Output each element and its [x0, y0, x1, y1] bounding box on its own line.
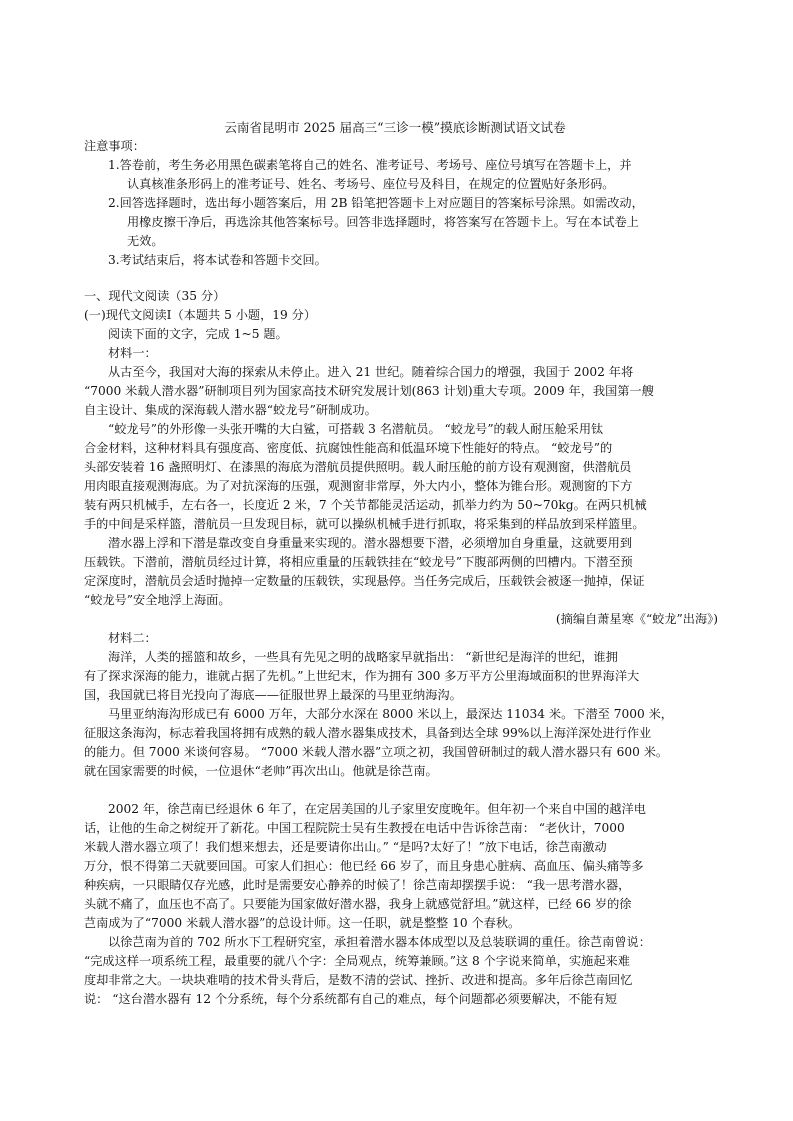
paragraph-line: 芑南成为了“7000 米载人潜水器”的总设计师。这一任职，就是整整 10 个春秋。 [84, 916, 521, 930]
source-citation: (摘编自萧星寒《“蛟龙”出海》) [555, 612, 718, 626]
paragraph-line: “7000 米载人潜水器”研制项目列为国家高技术研究发展计划(863 计划)重大专项。2009 年，我国第一艘 [84, 384, 654, 398]
exam-title: 云南省昆明市 2025 届高三“三诊一模”摸底诊断测试语文试卷 [224, 120, 566, 135]
paragraph-line: 度却非常之大。一块块难啃的技术骨头背后，是数不清的尝试、挫折、改进和提高。多年后徐芑南回忆 [84, 973, 633, 987]
paragraph-line: 头部安装着 16 盏照明灯、在漆黑的海底为潜航员提供照明。载人耐压舱的前方设有观测窗，供潜航员 [84, 460, 632, 474]
notice-item: 3.考试结束后，将本试卷和答题卡交回。 [108, 253, 327, 267]
paragraph-line: “完成这样一项系统工程，最重要的就八个字：全局观点，统筹兼顾。”这 8 个字说来简单，实施起来难 [84, 954, 630, 968]
section-heading: 一、现代文阅读（35 分） [84, 289, 226, 303]
notice-heading: 注意事项： [84, 139, 145, 153]
notice-item: 2.回答选择题时，选出每小题答案后，用 2B 铅笔把答题卡上对应题目的答案标号涂黑。如需改动， [108, 196, 644, 210]
paragraph-line: 合金材料，这种材料具有强度高、密度低、抗腐蚀性能高和低温环境下性能好的特点。 “蛟龙号”的 [84, 441, 613, 455]
notice-item: 无效。 [127, 234, 164, 248]
paragraph-line: 用肉眼直接观测海底。为了对抗深海的压强，观测窗非常厚，外大内小，整体为锥台形。观测窗的下方 [84, 479, 633, 493]
paragraph-line: “蛟龙号”的外形像一头张开嘴的大白鲨，可搭载 3 名潜航员。 “蛟龙号”的载人耐压舱采用钛 [108, 422, 604, 436]
paragraph-line: 征服这条海沟，标志着我国将拥有成熟的载人潜水器集成技术，具备到达全球 99%以上海洋深处进行作业 [84, 726, 652, 740]
reading-instruction: 阅读下面的文字，完成 1~5 题。 [108, 327, 288, 341]
paragraph-line: 海洋，人类的摇篮和故乡，一些具有先见之明的战略家早就指出： “新世纪是海洋的世纪，谁拥 [108, 650, 618, 664]
paragraph-line: 有了探求深海的能力，谁就占据了先机。”上世纪末，作为拥有 300 多万平方公里海域面积的世界海洋大 [84, 669, 640, 683]
paragraph-line: 手的中间是采样篮，潜航员一旦发现目标，就可以操纵机械手进行抓取，将采集到的样品放到采样篮里。 [84, 517, 645, 531]
paragraph-line: 从古至今，我国对大海的探索从未停止。进入 21 世纪。随着综合国力的增强，我国于 2002 年将 [108, 365, 634, 379]
paragraph-line: “蛟龙号”安全地浮上海面。 [84, 593, 231, 607]
paragraph-line: 定深度时，潜航员会适时抛掉一定数量的压载铁，实现悬停。当任务完成后，压载铁会被逐一抛掉，保证 [84, 574, 645, 588]
paragraph-line: 说： “这台潜水器有 12 个分系统，每个分系统都有自己的难点，每个问题都必须要解决，不能有短 [84, 992, 618, 1006]
paragraph-line: 自主设计、集成的深海载人潜水器“蛟龙号”研制成功。 [84, 403, 377, 417]
paragraph-line: 就在国家需要的时候，一位退休“老帅”再次出山。他就是徐芑南。 [84, 764, 438, 778]
paragraph-line: 压载铁。下潜前，潜航员经过计算，将相应重量的压载铁挂在“蛟龙号”下腹部两侧的凹槽内。下潜至预 [84, 555, 633, 569]
notice-item: 认真核准条形码上的准考证号、姓名、考场号、座位号及科目，在规定的位置贴好条形码。 [127, 177, 615, 191]
paragraph-line: 种疾病，一只眼睛仅存光感，此时是需要安心静养的时候了！徐芑南却摆摆手说： “我一思考潜水器， [84, 878, 631, 892]
paragraph-line: 2002 年，徐芑南已经退休 6 年了，在定居美国的儿子家里安度晚年。但年初一个来自中国的越洋电 [108, 802, 646, 816]
paragraph-line: 装有两只机械手，左右各一，长度近 2 米，7 个关节都能灵活运动，抓举力约为 50~70kg。在两只机械 [84, 498, 647, 512]
subsection-heading: (一)现代文阅读Ⅰ（本题共 5 小题，19 分） [84, 308, 317, 322]
paragraph-line: 马里亚纳海沟形成已有 6000 万年，大部分水深在 8000 米以上，最深达 11034 米。下潜至 7000 米， [108, 707, 673, 721]
paragraph-line: 万分，恨不得第二天就要回国。可家人们担心：他已经 66 岁了，而且身患心脏病、高血压、偏头痛等多 [84, 859, 644, 873]
paragraph-line: 潜水器上浮和下潜是靠改变自身重量来实现的。潜水器想要下潜，必须增加自身重量，这就要用到 [108, 536, 633, 550]
paragraph-line: 的能力。但 7000 米谈何容易。 “7000 米载人潜水器”立项之初，我国曾研制过的载人潜水器只有 600 米。 [84, 745, 669, 759]
paragraph-line: 米载人潜水器立项了！我们想来想去，还是要请你出山。” “是吗?太好了！”放下电话，徐芑南激动 [84, 840, 607, 854]
material-label: 材料二： [108, 631, 157, 645]
notice-item: 用橡皮擦干净后，再选涂其他答案标号。回答非选择题时，将答案写在答题卡上。写在本试卷上 [127, 215, 639, 229]
paragraph-line: 话，让他的生命之树绽开了新花。中国工程院院士吴有生教授在电话中告诉徐芑南： “老伙计，7000 [84, 821, 625, 835]
material-label: 材料一： [108, 346, 157, 360]
notice-item: 1.答卷前，考生务必用黑色碳素笔将自己的姓名、准考证号、考场号、座位号填写在答题卡上，并 [108, 158, 632, 172]
paragraph-line: 国，我国就已将目光投向了海底——征服世界上最深的马里亚纳海沟。 [84, 688, 462, 702]
paragraph-line: 以徐芑南为首的 702 所水下工程研究室，承担着潜水器本体成型以及总装联调的重任。徐芑南曾说： [108, 935, 651, 949]
paragraph-line: 头就不痛了，血压也不高了。只要能为国家做好潜水器，我身上就感觉舒坦。”就这样，已经 66 岁的徐 [84, 897, 632, 911]
